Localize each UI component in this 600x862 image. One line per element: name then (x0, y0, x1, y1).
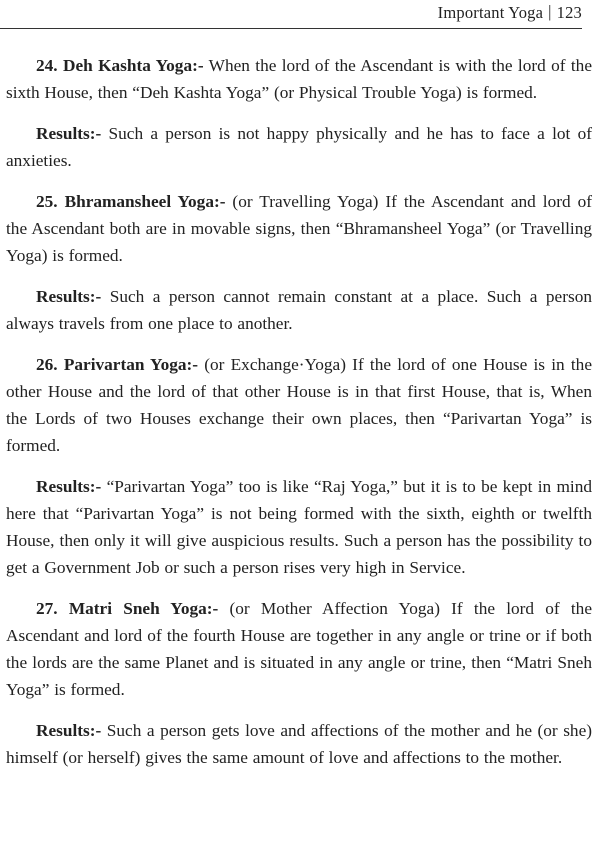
results-label: Results:- (36, 124, 102, 143)
paragraph-matri-sneh-yoga (6, 595, 592, 703)
page-header (0, 0, 600, 38)
body-results-matri-sneh: Such a person gets love and affections of the mother and he (or she) himself (or herself) gives the same amount of love and affections to the mother. (6, 721, 592, 767)
body-results-parivartan: “Parivartan Yoga” too is like “Raj Yoga,” but it is to be kept in mind here that “Parivartan Yoga” is not being formed with the sixth, eighth or twelfth House, then only it will give auspicious results. Such a person has the possibility to get a Government Job or such a person rises very high in Service. (6, 477, 592, 577)
results-label: Results:- (36, 477, 102, 496)
heading-parivartan-yoga: 26. Parivartan Yoga:- (36, 355, 199, 374)
body-results-deh-kashta: Such a person is not happy physically and he has to face a lot of anxieties. (6, 124, 592, 170)
body-parivartan-yoga: (or Exchange·Yoga) If the lord of one House is in the other House and the lord of that other House is in that first House, that is, When the Lords of two Houses exchange their own places, then “Parivartan Yoga” is formed. (6, 355, 592, 455)
heading-deh-kashta-yoga: 24. Deh Kashta Yoga:- (36, 56, 204, 75)
body-results-bhramansheel: Such a person cannot remain constant at a place. Such a person always travels from one place to another. (6, 287, 592, 333)
paragraph-bhramansheel-yoga (6, 188, 592, 269)
paragraph-results-matri-sneh (6, 717, 592, 771)
paragraph-parivartan-yoga (6, 351, 592, 459)
running-header (438, 3, 582, 23)
results-label: Results:- (36, 721, 102, 740)
body-bhramansheel-yoga: (or Travelling Yoga) If the Ascendant and lord of the Ascendant both are in movable signs, then “Bhramansheel Yoga” (or Travelling Yoga) is formed. (6, 192, 592, 265)
heading-bhramansheel-yoga: 25. Bhramansheel Yoga:- (36, 192, 226, 211)
header-rule (0, 28, 582, 29)
results-label: Results:- (36, 287, 102, 306)
page-number: 123 (556, 3, 582, 22)
heading-matri-sneh-yoga: 27. Matri Sneh Yoga:- (36, 599, 219, 618)
header-separator: | (548, 2, 552, 21)
paragraph-results-bhramansheel (6, 283, 592, 337)
paragraph-results-deh-kashta (6, 120, 592, 174)
body-deh-kashta-yoga: When the lord of the Ascendant is with the lord of the sixth House, then “Deh Kashta Yoga” (or Physical Trouble Yoga) is formed. (6, 56, 592, 102)
body-matri-sneh-yoga: (or Mother Affection Yoga) If the lord of the Ascendant and lord of the fourth House are together in any angle or trine or if both the lords are the same Planet and is situated in any angle or trine, then “Matri Sneh Yoga” is formed. (6, 599, 592, 699)
paragraph-results-parivartan (6, 473, 592, 581)
header-title: Important Yoga (437, 3, 544, 22)
page-body (6, 52, 592, 785)
paragraph-deh-kashta-yoga (6, 52, 592, 106)
